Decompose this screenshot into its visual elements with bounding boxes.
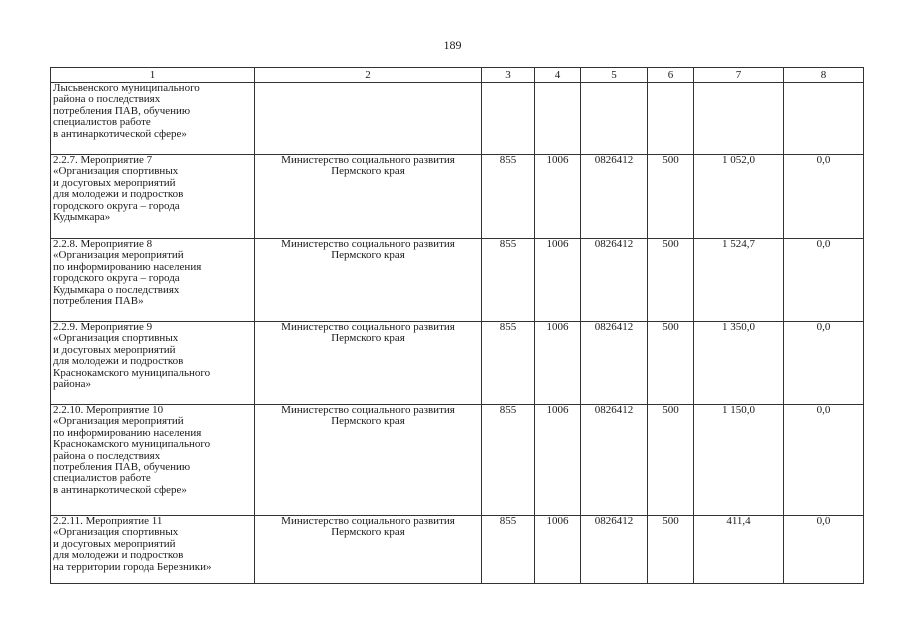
responsible-body: Министерство социального развития Пермского края <box>255 516 482 584</box>
second-amount-value: 0,0 <box>784 322 864 405</box>
section-code <box>535 83 581 155</box>
second-amount-value: 0,0 <box>784 405 864 516</box>
expense-type-code: 500 <box>648 516 694 584</box>
header-col-7: 7 <box>694 68 784 83</box>
header-col-4: 4 <box>535 68 581 83</box>
table-row <box>51 83 864 155</box>
second-amount-value <box>784 83 864 155</box>
section-code: 1006 <box>535 516 581 584</box>
expense-type-code <box>648 83 694 155</box>
admin-code: 855 <box>482 239 535 322</box>
responsible-body: Министерство социального развития Пермского края <box>255 239 482 322</box>
activity-name: 2.2.7. Мероприятие 7 «Организация спортивных и досуговых мероприятий для молодежи и подростков городского округа – города Кудымкара» <box>51 155 255 239</box>
admin-code: 855 <box>482 155 535 239</box>
target-article-code: 0826412 <box>581 322 648 405</box>
target-article-code: 0826412 <box>581 155 648 239</box>
admin-code: 855 <box>482 516 535 584</box>
activity-name: 2.2.11. Мероприятие 11 «Организация спортивных и досуговых мероприятий для молодежи и подростков на территории города Березники» <box>51 516 255 584</box>
second-amount-value: 0,0 <box>784 516 864 584</box>
target-article-code: 0826412 <box>581 516 648 584</box>
second-amount-value: 0,0 <box>784 239 864 322</box>
expense-type-code: 500 <box>648 322 694 405</box>
responsible-body: Министерство социального развития Пермского края <box>255 405 482 516</box>
expense-type-code: 500 <box>648 405 694 516</box>
table-header <box>51 68 864 83</box>
header-col-6: 6 <box>648 68 694 83</box>
target-article-code: 0826412 <box>581 405 648 516</box>
section-code: 1006 <box>535 155 581 239</box>
responsible-body: Министерство социального развития Пермского края <box>255 155 482 239</box>
header-col-3: 3 <box>482 68 535 83</box>
budget-table <box>50 67 864 584</box>
activity-name: 2.2.9. Мероприятие 9 «Организация спортивных и досуговых мероприятий для молодежи и подростков Краснокамского муниципального района» <box>51 322 255 405</box>
amount-value: 1 350,0 <box>694 322 784 405</box>
header-col-5: 5 <box>581 68 648 83</box>
admin-code: 855 <box>482 405 535 516</box>
header-col-8: 8 <box>784 68 864 83</box>
activity-name: 2.2.10. Мероприятие 10 «Организация мероприятий по информированию населения Краснокамского муниципального района о последствиях потребления ПАВ, обучению специалистов работе в антинаркотической сфере» <box>51 405 255 516</box>
amount-value: 1 150,0 <box>694 405 784 516</box>
table-row <box>51 239 864 322</box>
expense-type-code: 500 <box>648 239 694 322</box>
table-row <box>51 516 864 584</box>
header-col-1: 1 <box>51 68 255 83</box>
amount-value <box>694 83 784 155</box>
section-code: 1006 <box>535 239 581 322</box>
admin-code: 855 <box>482 322 535 405</box>
expense-type-code: 500 <box>648 155 694 239</box>
section-code: 1006 <box>535 322 581 405</box>
responsible-body <box>255 83 482 155</box>
target-article-code: 0826412 <box>581 239 648 322</box>
admin-code <box>482 83 535 155</box>
second-amount-value: 0,0 <box>784 155 864 239</box>
responsible-body: Министерство социального развития Пермского края <box>255 322 482 405</box>
activity-name: 2.2.8. Мероприятие 8 «Организация мероприятий по информированию населения городского округа – города Кудымкара о последствиях потребления ПАВ» <box>51 239 255 322</box>
page-number: 189 <box>443 38 462 52</box>
amount-value: 1 052,0 <box>694 155 784 239</box>
activity-name: Лысьвенского муниципального района о последствиях потребления ПАВ, обучению специалистов работе в антинаркотической сфере» <box>51 83 255 155</box>
table-row <box>51 405 864 516</box>
header-row <box>51 68 864 83</box>
table-body <box>51 83 864 584</box>
target-article-code <box>581 83 648 155</box>
amount-value: 1 524,7 <box>694 239 784 322</box>
table-row <box>51 155 864 239</box>
section-code: 1006 <box>535 405 581 516</box>
table-row <box>51 322 864 405</box>
amount-value: 411,4 <box>694 516 784 584</box>
header-col-2: 2 <box>255 68 482 83</box>
